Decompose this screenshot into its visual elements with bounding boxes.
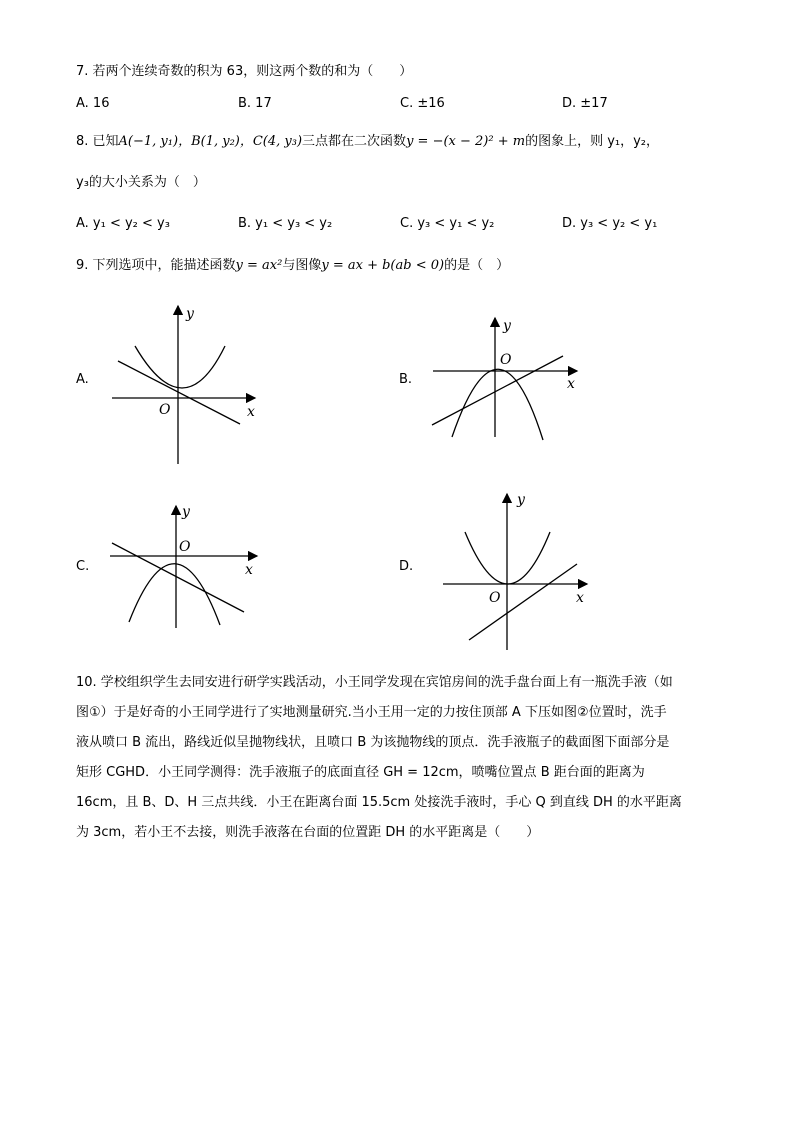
q10-line-4: 矩形 CGHD．小王同学测得：洗手液瓶子的底面直径 GH = 12cm，喷嘴位置点 B 距台面的距离为 xyxy=(76,765,645,780)
graph-b-line xyxy=(432,356,563,425)
q8-mid: 三点都在二次函数 xyxy=(302,134,407,149)
q8-option-a: A. y₁ < y₂ < y₃ xyxy=(76,216,170,231)
q9-suffix: 的是（ ） xyxy=(444,258,510,273)
graph-b xyxy=(425,310,595,445)
q10-line-3: 液从喷口 B 流出，路线近似呈抛物线状，且喷口 B 为该抛物线的顶点．洗手液瓶子的截面图下面部分是 xyxy=(76,735,670,750)
graph-d xyxy=(437,488,607,653)
q7-option-c: C. ±16 xyxy=(400,96,445,111)
q8-stem-line2: y₃的大小关系为（ ） xyxy=(76,175,206,190)
graph-a xyxy=(100,298,270,468)
q10-text xyxy=(76,668,682,848)
q8-suffix: 的图象上，则 y₁，y₂， xyxy=(525,134,660,149)
q8-option-d: D. y₃ < y₂ < y₁ xyxy=(562,216,658,231)
q8-stem-line1 xyxy=(76,132,659,152)
q7-option-b: B. 17 xyxy=(238,96,272,111)
graph-c-x-label: x xyxy=(245,562,253,578)
q8-prefix: 8. 已知 xyxy=(76,134,119,149)
graph-c-line xyxy=(112,543,244,612)
graph-b-parabola xyxy=(452,369,543,440)
q8-points: A(−1, y₁)，B(1, y₂)，C(4, y₃) xyxy=(118,134,303,149)
q8-func: y = −(x − 2)² + m xyxy=(406,134,526,149)
graph-d-x-label: x xyxy=(576,590,584,606)
q9-mid: 与图像 xyxy=(282,258,322,273)
q10-line-6: 为 3cm，若小王不去接，则洗手液落在台面的位置距 DH 的水平距离是（ ） xyxy=(76,825,540,840)
graph-a-line xyxy=(118,361,240,424)
graph-b-x-label: x xyxy=(567,376,575,392)
q9-label-b: B. xyxy=(399,372,413,387)
q9-func2: y = ax + b(ab < 0) xyxy=(321,258,445,273)
q8-option-c: C. y₃ < y₁ < y₂ xyxy=(400,216,495,231)
q9-label-d: D. xyxy=(399,559,414,574)
graph-c xyxy=(102,500,272,630)
q10-line-5: 16cm，且 B、D、H 三点共线．小王在距离台面 15.5cm 处接洗手液时，手心 Q 到直线 DH 的水平距离 xyxy=(76,795,682,810)
q10-line-1: 10. 学校组织学生去同安进行研学实践活动，小王同学发现在宾馆房间的洗手盘台面上有一瓶洗手液（如 xyxy=(76,675,673,690)
graph-d-line xyxy=(469,564,577,640)
graph-a-origin: O xyxy=(159,402,171,418)
graph-d-origin: O xyxy=(489,590,501,606)
graph-c-origin: O xyxy=(179,539,191,555)
graph-c-y-label: y xyxy=(182,504,190,520)
graph-b-origin: O xyxy=(500,352,512,368)
q9-prefix: 9. 下列选项中，能描述函数 xyxy=(76,258,236,273)
q7-stem: 7. 若两个连续奇数的积为 63，则这两个数的和为（ ） xyxy=(76,64,413,79)
graph-c-parabola xyxy=(129,564,220,625)
graph-d-y-label: y xyxy=(517,492,525,508)
graph-a-x-label: x xyxy=(247,404,255,420)
q9-label-c: C. xyxy=(76,559,90,574)
graph-a-parabola xyxy=(135,346,225,388)
q7-option-a: A. 16 xyxy=(76,96,110,111)
graph-b-y-label: y xyxy=(503,318,511,334)
q9-func1: y = ax² xyxy=(235,258,283,273)
graph-a-y-label: y xyxy=(186,306,194,322)
q9-label-a: A. xyxy=(76,372,89,387)
q10-line-2: 图①）于是好奇的小王同学进行了实地测量研究.当小王用一定的力按住顶部 A 下压如图②位置时，洗手 xyxy=(76,705,667,720)
q7-option-d: D. ±17 xyxy=(562,96,608,111)
q8-option-b: B. y₁ < y₃ < y₂ xyxy=(238,216,333,231)
q9-stem xyxy=(76,256,509,276)
